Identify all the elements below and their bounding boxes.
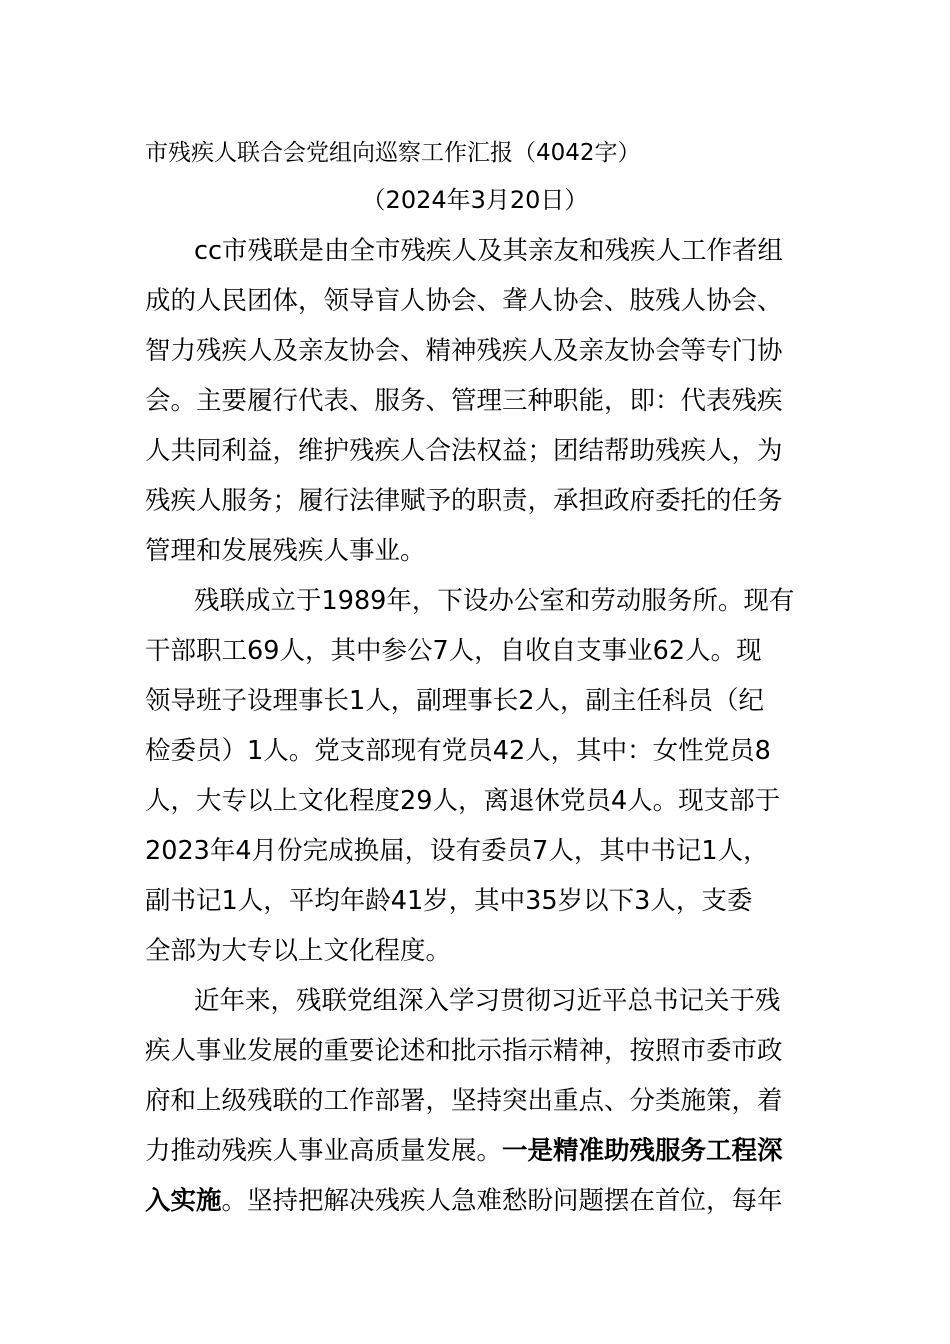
text-line: 全部为大专以上文化程度。: [145, 936, 452, 966]
bold-heading-run: 入实施: [145, 1186, 222, 1216]
document-title: 市残疾人联合会党组向巡察工作汇报（4042字）: [145, 140, 641, 166]
text-line: [145, 1134, 807, 1168]
text-line: 领导班子设理事长1人，副理事长2人，副主任科员（纪: [145, 686, 764, 716]
text-line: 干部职工69人，其中参公7人，自收自支事业62人。现: [145, 636, 762, 666]
text-line: 人，大专以上文化程度29人，离退休党员4人。现支部于: [145, 786, 781, 816]
text-line: 残疾人服务；履行法律赋予的职责，承担政府委托的任务: [145, 486, 783, 516]
text-line: 管理和发展残疾人事业。: [145, 536, 426, 566]
text-line: cc市残联是由全市残疾人及其亲友和残疾人工作者组: [194, 236, 784, 266]
text-line: 疾人事业发展的重要论述和批示指示精神，按照市委市政: [145, 1036, 783, 1066]
bold-heading-run: 一是精准助残服务工程深: [502, 1136, 783, 1166]
text-line: 府和上级残联的工作部署，坚持突出重点、分类施策，着: [145, 1086, 783, 1116]
text-line: 会。主要履行代表、服务、管理三种职能，即：代表残疾: [145, 386, 783, 416]
text-line: 检委员）1人。党支部现有党员42人，其中：女性党员8: [145, 736, 771, 766]
text-line: 近年来，残联党组深入学习贯彻习近平总书记关于残: [194, 986, 781, 1016]
document-date: （2024年3月20日）: [361, 186, 589, 214]
text-line: 残联成立于1989年，下设办公室和劳动服务所。现有: [194, 586, 795, 616]
text-line: 人共同利益，维护残疾人合法权益；团结帮助残疾人，为: [145, 436, 783, 466]
text-run: 力推动残疾人事业高质量发展。: [145, 1136, 503, 1166]
text-line: [145, 1184, 807, 1218]
text-line: 成的人民团体，领导盲人协会、聋人协会、肢残人协会、: [145, 286, 783, 316]
text-line: 副书记1人，平均年龄41岁，其中35岁以下3人，支委: [145, 886, 753, 916]
text-line: 2023年4月份完成换届，设有委员7人，其中书记1人，: [145, 836, 769, 866]
text-run: 。坚持把解决残疾人急难愁盼问题摆在首位，每年: [221, 1186, 783, 1216]
text-line: 智力残疾人及亲友协会、精神残疾人及亲友协会等专门协: [145, 336, 783, 366]
